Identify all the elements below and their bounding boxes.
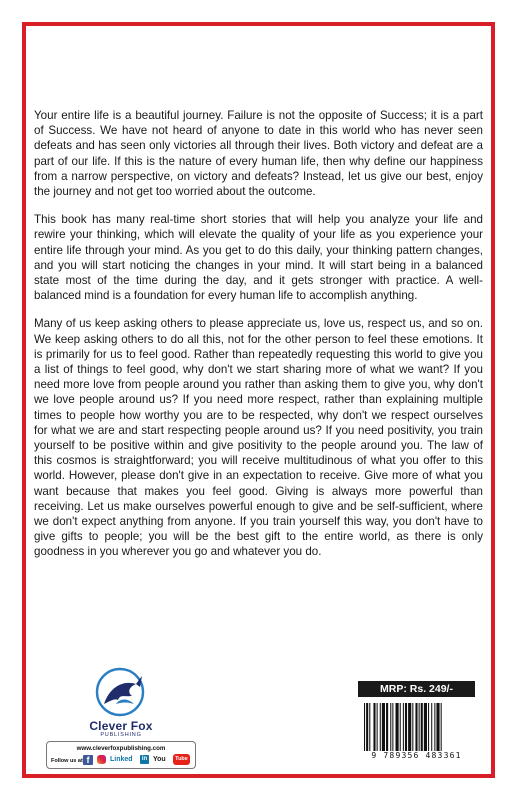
youtube-icon[interactable]: Tube bbox=[173, 754, 190, 765]
social-links-box bbox=[46, 741, 196, 769]
facebook-icon[interactable]: f bbox=[83, 755, 93, 765]
isbn-barcode bbox=[358, 701, 475, 765]
back-cover-text bbox=[34, 108, 483, 573]
publisher-name: Clever Fox bbox=[89, 719, 153, 733]
paragraph-2: This book has many real-time short stories that will help you analyze your life and rewire your thinking, which will elevate the quality of your life as you experience your entire life through your mind. As you get to do this daily, your thinking pattern changes, and you will start noticing the changes in your mind. It will start being in a balanced state most of the time during the day, and it gets stronger with practice. A well- balanced mind is a foundation for every human life to accomplish anything. bbox=[34, 213, 483, 303]
barcode-bars bbox=[364, 703, 469, 751]
linkedin-label[interactable]: Linked bbox=[110, 756, 133, 763]
paragraph-1: Your entire life is a beautiful journey. Failure is not the opposite of Success; it is a part of Success. We have not heard of anyone to date in this world who has never seen defeats and has seen only victories all through their lives. Both victory and defeat are a part of our life. If this is the nature of every human life, then why define our happiness from a narrow perspective, on victory and defeats? Instead, let us give our best, enjoy the journey and not get too worried about the outcome. bbox=[34, 109, 483, 199]
barcode-digits: 9 789356 483361 bbox=[371, 751, 462, 760]
linkedin-icon[interactable]: in bbox=[141, 756, 148, 762]
publisher-url[interactable]: www.cleverfoxpublishing.com bbox=[76, 745, 166, 752]
price-label: MRP: Rs. 249/- bbox=[358, 681, 475, 697]
paragraph-3: Many of us keep asking others to please appreciate us, love us, respect us, and so on. We keep asking others to do all this, not for the other person to feel these emotions. It is primarily for us to feel good. Rather than repeatedly requesting this world to give you a list of things to feel good, why don't we start sharing more of what we want? If you need more love from people around you rather than asking them to give you, why don't we love people around us? If you need more respect, rather than explaining multiple times to people how worthy you are to be respected, why don't we respect ourselves for what we are and start respecting people around us? If you need positivity, you train yourself to be positive within and give positivity to the people around you. The law of this cosmos is straightforward; you will receive multitudinous of what you offer to this world. However, please don't give in an expectation to receive. Give more of what you want because that makes you feel good. Giving is always more powerful than receiving. Let us make ourselves powerful enough to give and be self-sufficient, where we don't expect anything from anyone. If you train yourself this way, you don't have to give gifts to people; you will be the best gift to the entire world, as there is only goodness in you wherever you go and whatever you do. bbox=[34, 317, 483, 559]
youtube-label[interactable]: You bbox=[153, 756, 166, 763]
instagram-icon[interactable] bbox=[97, 755, 106, 764]
publisher-tagline: PUBLISHING bbox=[100, 732, 142, 738]
follow-us-label: Follow us at bbox=[51, 758, 83, 764]
